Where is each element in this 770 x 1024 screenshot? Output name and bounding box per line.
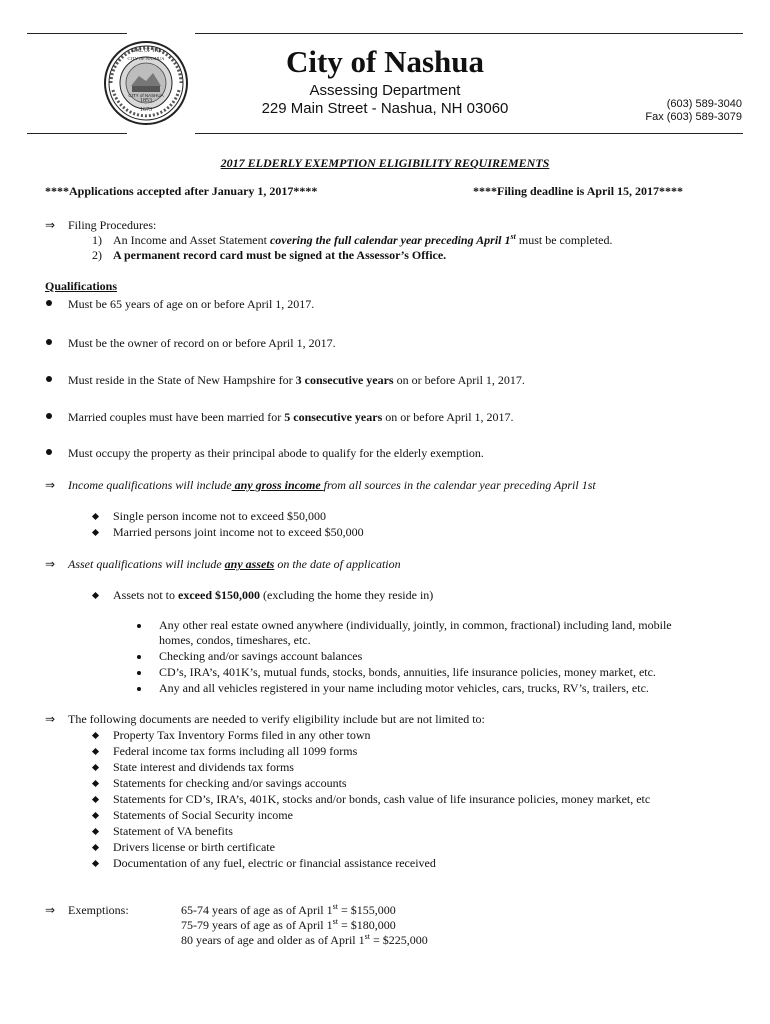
exemption-80-plus-sup: st <box>364 932 370 941</box>
seal-center-text: CITY of NASHUA <box>128 93 164 98</box>
header-rule-bottom-right <box>195 133 743 134</box>
residency-text-a: Must reside in the State of New Hampshire for <box>68 373 296 387</box>
exemption-75-79-text: 75-79 years of age as of April 1 <box>181 918 333 932</box>
exemption-80-plus <box>181 933 428 948</box>
exemption-80-plus-amount: = $225,000 <box>369 933 428 947</box>
document-item: Statement of VA benefits <box>113 824 233 838</box>
seal-ring-text: SEAL OF THE <box>130 49 162 54</box>
qualifications-heading: Qualifications <box>45 279 118 293</box>
bullet-icon <box>137 655 141 659</box>
income-married: Married persons joint income not to exceed $50,000 <box>113 525 364 539</box>
bullet-icon <box>137 687 141 691</box>
exemption-75-79-sup: st <box>332 917 338 926</box>
fax-number: Fax (603) 589-3079 <box>645 111 742 123</box>
filing-item-1 <box>113 233 613 248</box>
asset-bank-accounts: Checking and/or savings account balances <box>159 649 363 663</box>
residency-emphasis: 3 consecutive years <box>295 373 394 387</box>
bullet-icon <box>137 671 141 675</box>
exemption-65-74-amount: = $155,000 <box>337 903 396 917</box>
bullet-icon <box>46 449 52 455</box>
filing-item-2-number: 2) <box>92 248 102 262</box>
diamond-bullet-icon <box>92 780 99 787</box>
header-rule-top-right <box>195 33 743 34</box>
document-item: Statements of Social Security income <box>113 808 293 822</box>
exemptions-label: Exemptions: <box>68 903 129 917</box>
income-intro-emphasis: any gross income <box>231 478 324 492</box>
arrow-icon: ⇒ <box>45 712 56 726</box>
arrow-icon: ⇒ <box>45 903 56 917</box>
arrow-icon: ⇒ <box>45 218 56 232</box>
exemption-65-74-text: 65-74 years of age as of April 1 <box>181 903 333 917</box>
department-address: 229 Main Street - Nashua, NH 03060 <box>261 100 509 117</box>
filing-item-1-emphasis: covering the full calendar year preceding April 1 <box>269 233 511 247</box>
assets-limit-emphasis: exceed $150,000 <box>178 588 260 602</box>
header-rule-bottom-left <box>27 133 127 134</box>
diamond-bullet-icon <box>92 732 99 739</box>
diamond-bullet-icon <box>92 513 99 520</box>
assets-intro-c: on the date of application <box>274 557 401 571</box>
arrow-icon: ⇒ <box>45 478 56 492</box>
married-emphasis: 5 consecutive years <box>284 410 383 424</box>
assets-intro <box>68 557 401 572</box>
seal-top-text: CITY OF NASHUA <box>127 56 165 61</box>
diamond-bullet-icon <box>92 748 99 755</box>
document-title: 2017 ELDERLY EXEMPTION ELIGIBILITY REQUIREMENTS <box>220 156 550 170</box>
bullet-icon <box>46 300 52 306</box>
filing-deadline-notice: ****Filing deadline is April 15, 2017**** <box>473 184 684 198</box>
document-item: Statements for checking and/or savings accounts <box>113 776 347 790</box>
diamond-bullet-icon <box>92 592 99 599</box>
filing-item-2: A permanent record card must be signed at the Assessor’s Office. <box>113 248 447 262</box>
assets-limit <box>113 588 433 603</box>
filing-item-1-text-c: must be completed. <box>515 233 613 247</box>
filing-item-1-number: 1) <box>92 233 102 247</box>
diamond-bullet-icon <box>92 764 99 771</box>
qualification-married <box>68 410 514 425</box>
city-title: City of Nashua <box>285 44 485 79</box>
qualification-age: Must be 65 years of age on or before April 1, 2017. <box>68 297 315 311</box>
diamond-bullet-icon <box>92 529 99 536</box>
documents-intro: The following documents are needed to verify eligibility include but are not limited to: <box>68 712 485 726</box>
asset-real-estate-line-2: homes, condos, timeshares, etc. <box>159 633 311 647</box>
exemption-75-79 <box>181 918 396 933</box>
income-single: Single person income not to exceed $50,000 <box>113 509 326 523</box>
assets-limit-c: (excluding the home they reside in) <box>260 588 434 602</box>
asset-vehicles: Any and all vehicles registered in your name including motor vehicles, cars, trucks, RV’s, trailers, etc. <box>159 681 649 695</box>
document-item: Documentation of any fuel, electric or financial assistance received <box>113 856 436 870</box>
diamond-bullet-icon <box>92 812 99 819</box>
bullet-icon <box>46 413 52 419</box>
filing-procedures-heading: Filing Procedures: <box>68 218 157 232</box>
filing-item-1-superscript: st <box>510 232 516 241</box>
exemption-80-plus-text: 80 years of age and older as of April 1 <box>181 933 365 947</box>
document-item: Statements for CD’s, IRA’s, 401K, stocks and/or bonds, cash value of life insurance policies, money market, etc <box>113 792 651 806</box>
income-intro-c: from all sources in the calendar year preceding April 1st <box>323 478 596 492</box>
assets-limit-a: Assets not to <box>113 588 179 602</box>
header-rule-top-left <box>27 33 127 34</box>
assets-intro-emphasis: any assets <box>224 557 275 571</box>
document-item: Property Tax Inventory Forms filed in any other town <box>113 728 371 742</box>
diamond-bullet-icon <box>92 828 99 835</box>
exemption-75-79-amount: = $180,000 <box>337 918 396 932</box>
city-seal-logo <box>103 40 189 126</box>
asset-real-estate-line-1: Any other real estate owned anywhere (individually, jointly, in common, fractional) including land, mobile <box>159 618 672 632</box>
income-intro-a: Income qualifications will include <box>68 478 232 492</box>
filing-item-1-text-a: An Income and Asset Statement <box>113 233 270 247</box>
document-item: Federal income tax forms including all 1099 forms <box>113 744 358 758</box>
bullet-icon <box>137 624 141 628</box>
bullet-icon <box>46 339 52 345</box>
income-intro <box>68 478 596 493</box>
arrow-icon: ⇒ <box>45 557 56 571</box>
assets-intro-a: Asset qualifications will include <box>68 557 225 571</box>
applications-accepted-notice: ****Applications accepted after January 1, 2017**** <box>45 184 318 198</box>
asset-investments: CD’s, IRA’s, 401K’s, mutual funds, stocks, bonds, annuities, life insurance policies, money market, etc. <box>159 665 656 679</box>
phone-number: (603) 589-3040 <box>666 98 742 110</box>
diamond-bullet-icon <box>92 844 99 851</box>
exemption-65-74 <box>181 903 396 918</box>
married-text-c: on or before April 1, 2017. <box>382 410 514 424</box>
bullet-icon <box>46 376 52 382</box>
qualification-residency <box>68 373 525 388</box>
diamond-bullet-icon <box>92 796 99 803</box>
qualification-owner: Must be the owner of record on or before April 1, 2017. <box>68 336 336 350</box>
seal-year-2: 1673 <box>140 107 152 113</box>
exemption-65-74-sup: st <box>332 902 338 911</box>
diamond-bullet-icon <box>92 860 99 867</box>
document-item: State interest and dividends tax forms <box>113 760 294 774</box>
department-name: Assessing Department <box>309 82 461 99</box>
seal-year-1: 1853 <box>140 98 152 104</box>
married-text-a: Married couples must have been married for <box>68 410 285 424</box>
qualification-occupancy: Must occupy the property as their principal abode to qualify for the elderly exemption. <box>68 446 484 460</box>
document-item: Drivers license or birth certificate <box>113 840 275 854</box>
residency-text-c: on or before April 1, 2017. <box>393 373 525 387</box>
